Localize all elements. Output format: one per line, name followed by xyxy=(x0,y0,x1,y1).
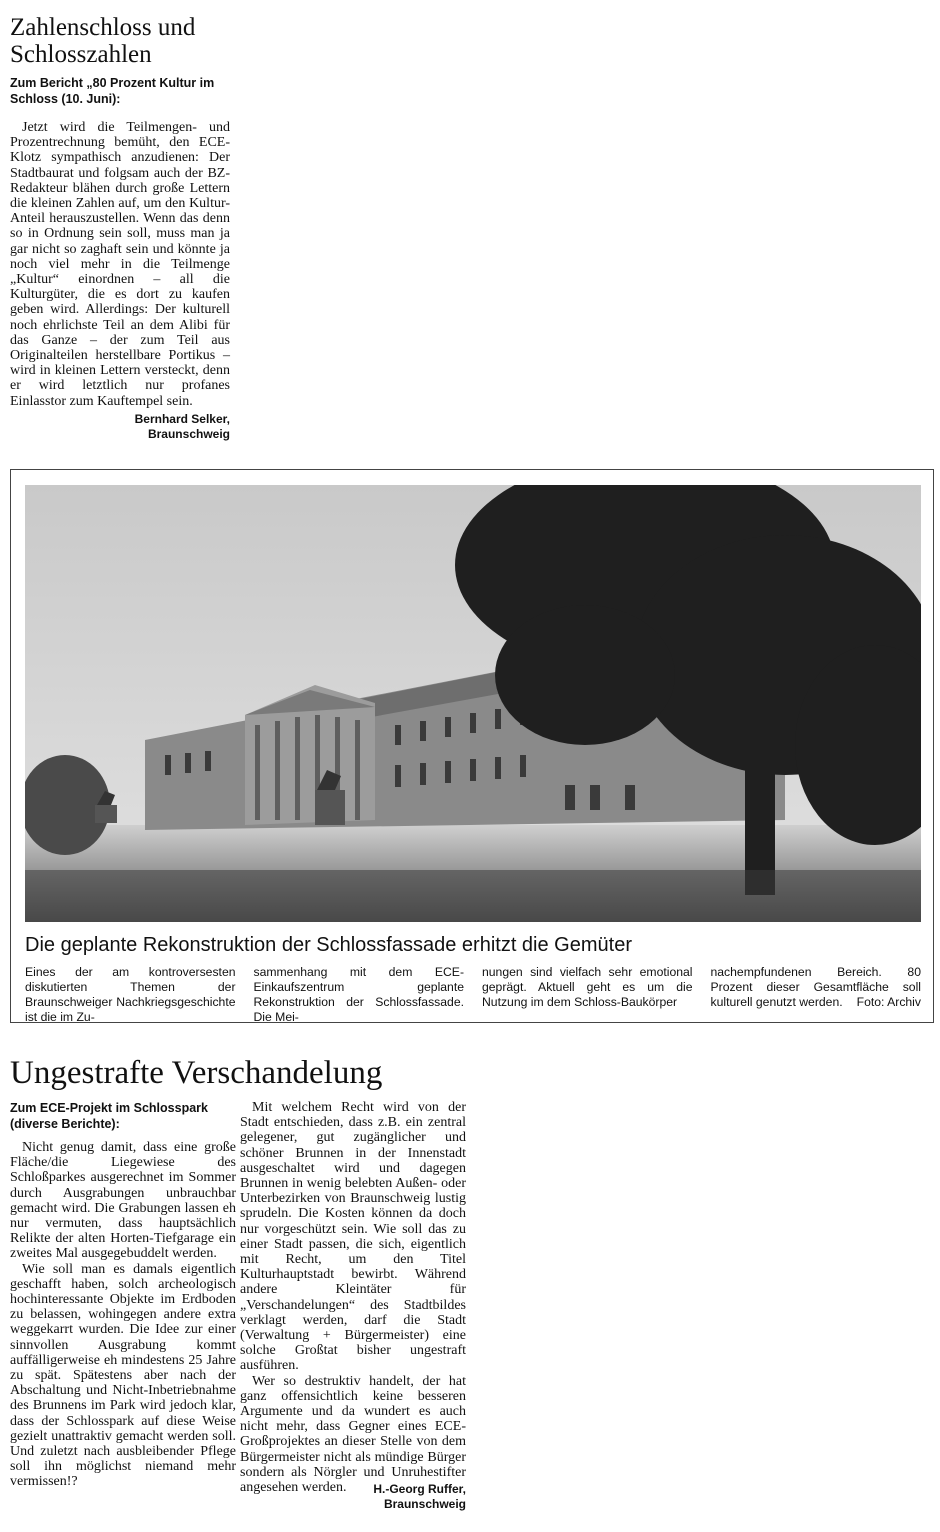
letter2-column-2 xyxy=(240,1100,466,1495)
letter2-paragraph-4: Wer so destruktiv handelt, der hat ganz offensichtlich keine besseren Argumente und da wundert es auch nicht mehr, dass Gegner eines ECE-Großprojektes an dieser Stelle von dem Bürgermeister nicht als mündige Bürger sondern als Nörgler und Unruhestifter angesehen werden. xyxy=(240,1373,466,1496)
caption-col-4-text: nachempfundenen Bereich. 80 Prozent dieser Gesamtfläche soll kulturell genutzt werden. xyxy=(710,965,921,1009)
palace-photo xyxy=(25,485,921,922)
letter1-city: Braunschweig xyxy=(147,427,230,441)
letter2-signature xyxy=(240,1482,466,1512)
caption-col-4 xyxy=(711,965,922,1025)
letter2-lead: Zum ECE-Projekt im Schlosspark (diverse Berichte): xyxy=(10,1101,208,1131)
caption-col-3: nungen sind vielfach sehr emotional geprägt. Aktuell geht es um die Nutzung im dem Schloss-Baukörper xyxy=(482,965,693,1009)
caption-col-2: sammenhang mit dem ECE-Einkaufszentrum geplante Rekonstruktion der Schlossfassade. Die Mei- xyxy=(253,965,464,1024)
letter2-column-1 xyxy=(10,1140,236,1490)
photo-credit: Foto: Archiv xyxy=(856,995,921,1009)
letter1-lead: Zum Bericht „80 Prozent Kultur im Schloss (10. Juni): xyxy=(10,76,215,106)
photo-caption: Die geplante Rekonstruktion der Schlossfassade erhitzt die Gemüter xyxy=(25,934,632,956)
letter2-author: H.-Georg Ruffer, xyxy=(373,1482,466,1496)
letter2-city: Braunschweig xyxy=(383,1497,466,1511)
letter2-title: Ungestrafte Verschandelung xyxy=(10,1055,383,1091)
letter2-paragraph-3: Mit welchem Recht wird von der Stadt entschieden, dass z.B. ein zentral gelegener, gut zugänglicher und schöner Brunnen in der Innenstadt ausgeschaltet wird und dagegen Brunnen in wenig belebten Außen- oder Unterbezirken von Braunschweig lustig sprudeln. Die Kosten können da doch nur vorgeschützt sein. Wie soll das zu einer Stadt passen, die sich, eigentlich mit Recht, um den Titel Kulturhauptstadt bewirbt. Während andere Kleintäter für „Verschandelungen“ des Stadtbildes verklagt werden, darf die Stadt (Verwaltung + Bürgermeister) eine solche Großtat bisher ungestraft ausführen. xyxy=(240,1100,466,1374)
photo-caption-text xyxy=(25,965,921,1025)
letter2-paragraph-1: Nicht genug damit, dass eine große Fläche/die Liegewiese des Schloßparkes ausgerechnet im Sommer durch Ausgrabungen unbrauchbar gemacht wird. Die Grabungen lassen eh nur vermuten, dass hauptsächlich Relikte der alten Horten-Tiefgarage ein zweites Mal ausgegebuddelt werden. xyxy=(10,1140,236,1262)
palace-photo-illustration xyxy=(25,485,921,922)
letter1-title: Zahlenschloss und Schlosszahlen xyxy=(10,14,196,68)
letter1-paragraph: Jetzt wird die Teilmengen- und Prozentrechnung bemüht, den ECE-Klotz sympathisch anzudienen: Der Stadtbaurat und folgsam auch der BZ-Redakteur blähen durch große Lettern die kleinen Zahlen auf, um den Kultur-Anteil herauszustellen. Wenn das denn so in Ordnung sein soll, muss man ja gar nicht so zaghaft sein und könnte ja noch viel mehr in die Teilmenge „Kultur“ einordnen – all die Kulturgüter, die es dort zu kaufen geben wird. Allerdings: Der kulturell noch ehrlichste Teil an dem Alibi für das Ganze – der zum Teil aus Originalteilen herstellbare Portikus – wird in kleinen Lettern versteckt, denn er wird letztlich nur profanes Einlasstor zum Kauftempel sein. xyxy=(10,120,230,409)
photo-box xyxy=(10,469,934,1023)
letter2-paragraph-2: Wie soll man es damals eigentlich geschafft haben, solch archeologisch hochinteressante Objekte im Erdboden zu belassen, wohingegen andere extra weggekarrt wurden. Die Idee zur einer sinnvollen Ausgrabung kommt auffälligerweise eh mindestens 25 Jahre zu spät. Spätestens aber nach der Abschaltung und Nicht-Inbetriebnahme des Brunnens im Park wird jedoch klar, dass der Schlosspark auf diese Weise gezielt unattraktiv gemacht werden soll. Und zuletzt nach ausbleibender Pflege soll ihn möglichst niemand mehr vermissen!? xyxy=(10,1261,236,1490)
letter1-body xyxy=(10,120,230,409)
caption-col-1: Eines der am kontroversesten diskutierten Themen der Braunschweiger Nachkriegsgeschichte ist die im Zu- xyxy=(25,965,236,1024)
letter1-author: Bernhard Selker, xyxy=(134,412,230,426)
letter1-signature xyxy=(10,412,230,442)
